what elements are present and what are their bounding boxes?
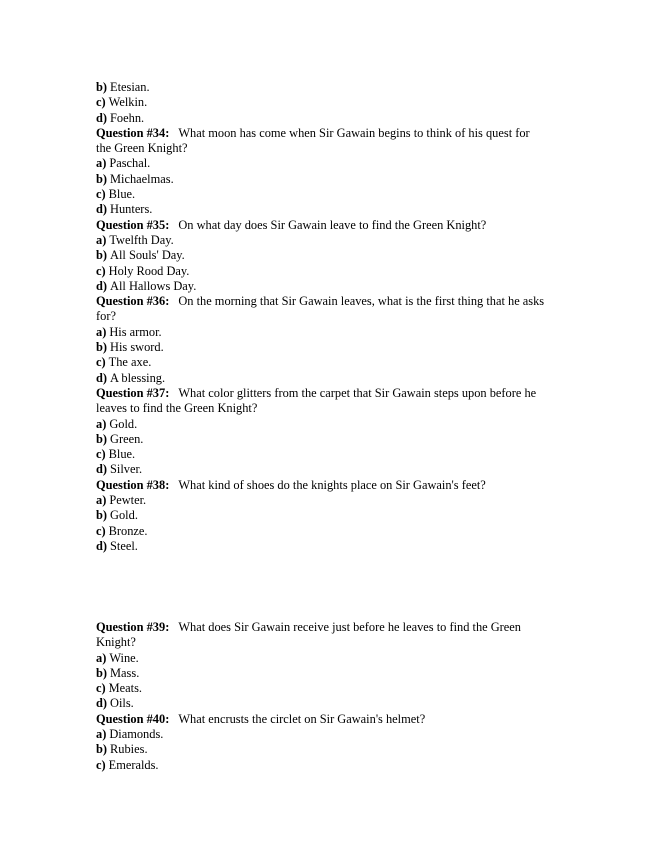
question-item xyxy=(96,294,576,386)
question-number: Question #40: xyxy=(96,711,170,726)
answer-option xyxy=(96,248,576,263)
option-letter: b) xyxy=(96,508,108,523)
question-text: What color glitters from the carpet that Sir Gawain steps upon before he xyxy=(178,385,537,400)
option-letter: c) xyxy=(96,447,106,462)
option-text: The axe. xyxy=(108,355,152,370)
option-letter: a) xyxy=(96,232,107,247)
option-text: Oils. xyxy=(110,696,134,711)
option-letter: d) xyxy=(96,696,108,711)
option-letter: d) xyxy=(96,278,108,293)
option-text: Wine. xyxy=(109,650,139,665)
answer-option xyxy=(96,758,576,773)
question-text-continued: Knight? xyxy=(96,635,136,650)
option-letter: a) xyxy=(96,727,107,742)
option-text: Gold. xyxy=(109,416,138,431)
option-text: Michaelmas. xyxy=(110,171,174,186)
question-line xyxy=(96,620,576,635)
option-letter: c) xyxy=(96,355,106,370)
option-text: Twelfth Day. xyxy=(109,232,174,247)
option-text: Diamonds. xyxy=(109,727,164,742)
option-text: A blessing. xyxy=(110,370,166,385)
option-letter: d) xyxy=(96,202,108,217)
answer-option xyxy=(96,727,576,742)
option-text: His sword. xyxy=(110,340,164,355)
option-letter: d) xyxy=(96,110,108,125)
question-number: Question #37: xyxy=(96,385,170,400)
question-line xyxy=(96,218,576,233)
question-line xyxy=(96,294,576,309)
answer-option xyxy=(96,742,576,757)
answer-option xyxy=(96,371,576,386)
option-letter: d) xyxy=(96,538,108,553)
option-text: Silver. xyxy=(110,462,143,477)
answer-option xyxy=(96,681,576,696)
question-item xyxy=(96,478,576,554)
option-text: His armor. xyxy=(109,324,162,339)
option-letter: c) xyxy=(96,95,106,110)
answer-option xyxy=(96,539,576,554)
question-number: Question #39: xyxy=(96,620,170,634)
quiz-block-top xyxy=(96,80,576,554)
option-text: Rubies. xyxy=(110,742,148,757)
option-letter: b) xyxy=(96,340,108,355)
option-letter: d) xyxy=(96,462,108,477)
answer-option xyxy=(96,462,576,477)
option-letter: b) xyxy=(96,742,108,757)
option-letter: a) xyxy=(96,156,107,171)
question-item xyxy=(96,386,576,478)
question-text-continued: for? xyxy=(96,309,116,324)
option-letter: c) xyxy=(96,523,106,538)
quiz-block-bottom xyxy=(96,620,576,773)
option-text: Etesian. xyxy=(110,80,150,94)
question-line xyxy=(96,478,576,493)
question-text-continued: the Green Knight? xyxy=(96,141,188,156)
question-text: What kind of shoes do the knights place on Sir Gawain's feet? xyxy=(178,477,486,492)
option-text: Blue. xyxy=(108,447,136,462)
answer-option xyxy=(96,264,576,279)
option-text: Foehn. xyxy=(110,110,145,125)
question-item xyxy=(96,620,576,712)
option-letter: c) xyxy=(96,263,106,278)
option-text: Blue. xyxy=(108,187,136,202)
option-text: Holy Rood Day. xyxy=(108,263,190,278)
option-letter: a) xyxy=(96,493,107,508)
question-text-continued: leaves to find the Green Knight? xyxy=(96,401,258,416)
answer-option xyxy=(96,156,576,171)
answer-option xyxy=(96,524,576,539)
question-number: Question #34: xyxy=(96,125,170,140)
option-letter: a) xyxy=(96,650,107,665)
option-letter: a) xyxy=(96,416,107,431)
option-text: Gold. xyxy=(110,508,138,523)
option-text: All Hallows Day. xyxy=(110,278,197,293)
option-text: Pewter. xyxy=(109,493,147,508)
question-line xyxy=(96,712,576,727)
option-letter: b) xyxy=(96,171,108,186)
option-text: Mass. xyxy=(110,665,140,680)
question-item xyxy=(96,126,576,218)
option-letter: b) xyxy=(96,665,108,680)
answer-option xyxy=(96,493,576,508)
answer-option xyxy=(96,279,576,294)
answer-option xyxy=(96,202,576,217)
answer-option xyxy=(96,432,576,447)
option-letter: a) xyxy=(96,324,107,339)
option-letter: c) xyxy=(96,757,106,772)
question-line xyxy=(96,386,576,401)
option-text: Meats. xyxy=(108,681,143,696)
option-text: Hunters. xyxy=(110,202,153,217)
answer-option xyxy=(96,447,576,462)
answer-option xyxy=(96,111,576,126)
answer-option xyxy=(96,187,576,202)
answer-option xyxy=(96,233,576,248)
option-letter: b) xyxy=(96,248,108,263)
question-number: Question #35: xyxy=(96,217,170,232)
question-text: What encrusts the circlet on Sir Gawain's helmet? xyxy=(178,711,426,726)
question-number: Question #36: xyxy=(96,294,170,309)
option-text: Welkin. xyxy=(108,95,148,110)
option-letter: b) xyxy=(96,431,108,446)
answer-option xyxy=(96,355,576,370)
answer-option xyxy=(96,696,576,711)
option-letter: b) xyxy=(96,80,108,94)
question-line xyxy=(96,126,576,141)
option-text: Emeralds. xyxy=(108,757,159,772)
option-text: Green. xyxy=(110,431,144,446)
question-item xyxy=(96,218,576,294)
answer-option xyxy=(96,172,576,187)
question-text: What does Sir Gawain receive just before he leaves to find the Green xyxy=(178,620,522,634)
question-number: Question #38: xyxy=(96,477,170,492)
option-text: Bronze. xyxy=(108,523,148,538)
answer-option xyxy=(96,651,576,666)
answer-option xyxy=(96,417,576,432)
option-letter: c) xyxy=(96,187,106,202)
question-text: What moon has come when Sir Gawain begins to think of his quest for xyxy=(178,125,530,140)
option-text: All Souls' Day. xyxy=(110,248,185,263)
answer-option xyxy=(96,95,576,110)
question-text: On what day does Sir Gawain leave to find the Green Knight? xyxy=(178,217,487,232)
question-text: On the morning that Sir Gawain leaves, what is the first thing that he asks xyxy=(178,294,545,309)
answer-option xyxy=(96,666,576,681)
option-letter: d) xyxy=(96,370,108,385)
option-text: Paschal. xyxy=(109,156,151,171)
option-letter: c) xyxy=(96,681,106,696)
question-item xyxy=(96,712,576,773)
answer-option xyxy=(96,340,576,355)
answer-option xyxy=(96,80,576,95)
answer-option xyxy=(96,325,576,340)
answer-option xyxy=(96,508,576,523)
option-text: Steel. xyxy=(110,538,138,553)
